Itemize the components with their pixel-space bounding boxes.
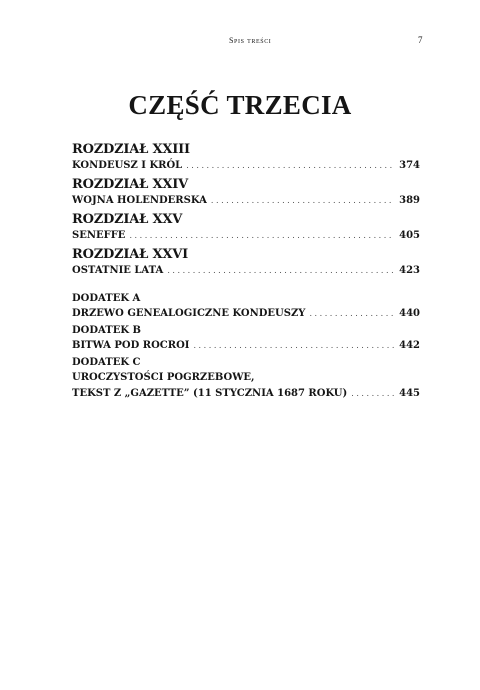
chapter-title-line[interactable] — [72, 228, 420, 244]
page-number: 7 — [418, 35, 423, 45]
appendix-label: DODATEK C — [72, 357, 141, 368]
chapter-heading: ROZDZIAŁ XXVI — [72, 247, 189, 262]
toc-entry-appendix — [72, 323, 420, 354]
dot-leader — [186, 158, 394, 174]
dot-leader — [351, 386, 394, 402]
toc-entry-chapter — [72, 142, 420, 174]
appendix-title: DRZEWO GENEALOGICZNE KONDEUSZY — [72, 308, 306, 319]
page-ref: 442 — [399, 340, 420, 351]
toc-entry-chapter — [72, 247, 420, 279]
toc-entry-appendix — [72, 355, 420, 402]
appendix-title-line[interactable] — [72, 386, 420, 402]
dot-leader — [193, 338, 394, 354]
appendix-label: DODATEK B — [72, 325, 141, 336]
toc-entry-appendix — [72, 291, 420, 322]
chapter-title: WOJNA HOLENDERSKA — [72, 195, 207, 206]
page-ref: 445 — [399, 388, 420, 399]
chapter-title: OSTATNIE LATA — [72, 265, 164, 276]
part-title: CZĘŚĆ TRZECIA — [128, 90, 352, 120]
chapter-title-line[interactable] — [72, 263, 420, 279]
chapter-heading: ROZDZIAŁ XXIII — [72, 142, 190, 157]
page-ref: 374 — [399, 160, 420, 171]
appendix-title: BITWA POD ROCROI — [72, 340, 190, 351]
page-ref: 423 — [399, 265, 420, 276]
toc-entry-chapter — [72, 177, 420, 209]
table-of-contents — [72, 142, 420, 402]
chapter-title: SENEFFE — [72, 230, 126, 241]
toc-entry-chapter — [72, 212, 420, 244]
dot-leader — [129, 228, 394, 244]
chapter-heading: ROZDZIAŁ XXV — [72, 212, 183, 227]
appendix-title-line[interactable] — [72, 306, 420, 322]
running-head: Spis treści — [229, 36, 272, 45]
appendix-title-first-line: UROCZYSTOŚCI POGRZEBOWE, — [72, 372, 255, 383]
appendix-label: DODATEK A — [72, 293, 141, 304]
dot-leader — [211, 193, 394, 209]
page-ref: 389 — [399, 195, 420, 206]
appendix-title: TEKST Z „GAZETTE” (11 STYCZNIA 1687 ROKU) — [72, 388, 348, 399]
page-ref: 405 — [399, 230, 420, 241]
chapter-title-line[interactable] — [72, 158, 420, 174]
appendix-title-line[interactable] — [72, 338, 420, 354]
chapter-heading: ROZDZIAŁ XXIV — [72, 177, 189, 192]
chapter-title: KONDEUSZ I KRÓL — [72, 160, 183, 171]
dot-leader — [167, 263, 394, 279]
dot-leader — [309, 306, 394, 322]
chapter-title-line[interactable] — [72, 193, 420, 209]
page-ref: 440 — [399, 308, 420, 319]
